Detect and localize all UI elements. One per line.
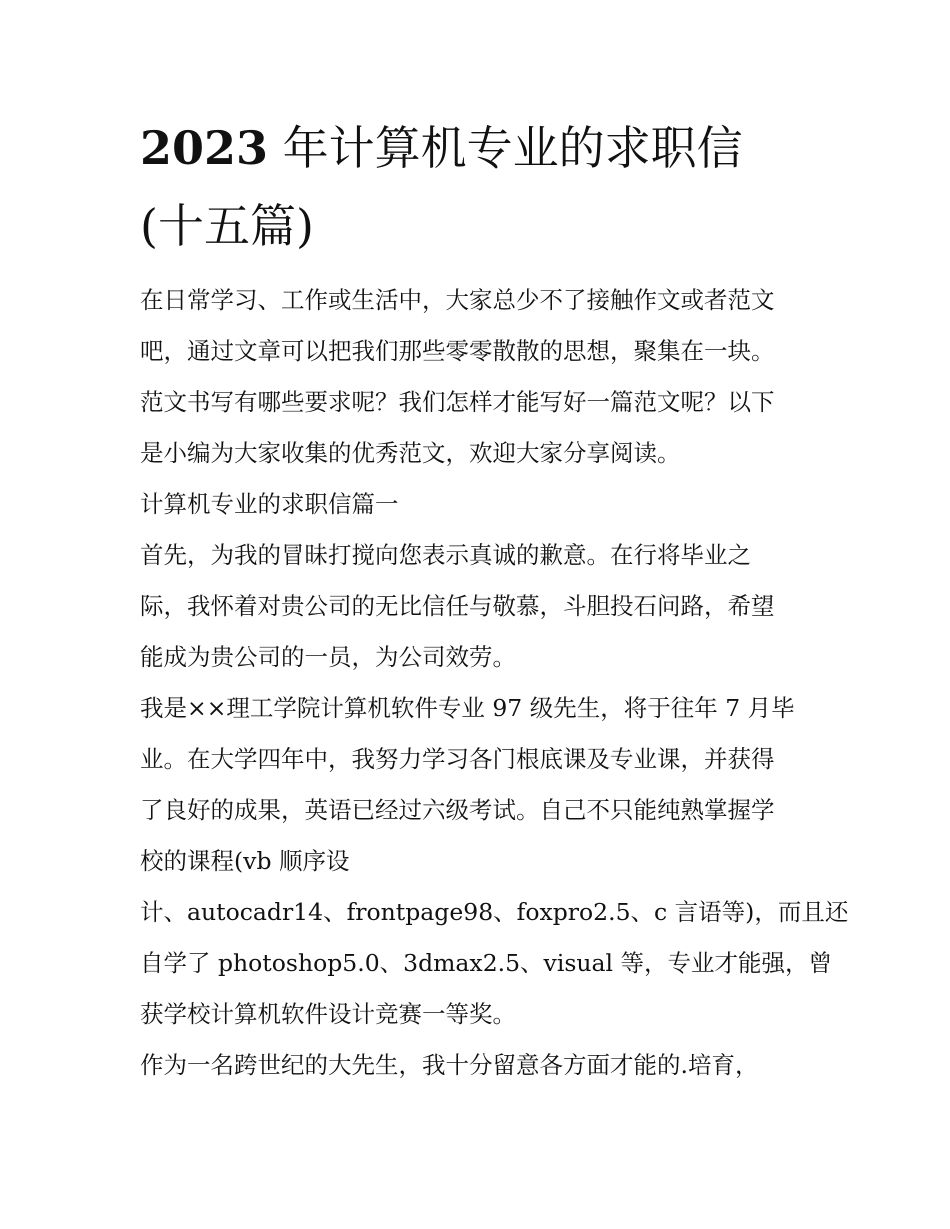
document-title-line-1 [140,122,820,174]
paragraph-line: 际，我怀着对贵公司的无比信任与敬慕，斗胆投石问路，希望 [140,592,775,620]
paragraph-line: 吧，通过文章可以把我们那些零零散散的思想，聚集在一块。 [140,337,775,365]
paragraph-line: 作为一名跨世纪的大先生，我十分留意各方面才能的.培育， [140,1051,759,1079]
title-year: 2023 [140,121,269,175]
paragraph-line: 首先，为我的冒昧打搅向您表示真诚的歉意。在行将毕业之 [140,541,751,569]
paragraph-line: 计、autocadr14、frontpage98、foxpro2.5、c 言语等)，而且还 [140,898,849,926]
paragraph-line: 获学校计算机软件设计竞赛一等奖。 [140,1000,516,1028]
paragraph-line: 业。在大学四年中，我努力学习各门根底课及专业课，并获得 [140,745,775,773]
paragraph-line: 了良好的成果，英语已经过六级考试。自己不只能纯熟掌握学 [140,796,775,824]
paragraph-line: 在日常学习、工作或生活中，大家总少不了接触作文或者范文 [140,286,775,314]
title-text: 年计算机专业的求职信 [268,121,743,175]
paragraph-line: 自学了 photoshop5.0、3dmax2.5、visual 等，专业才能强，曾 [140,949,833,977]
paragraph-line: 是小编为大家收集的优秀范文，欢迎大家分享阅读。 [140,439,681,467]
document-title-line-2: (十五篇) [140,199,314,253]
paragraph-line: 能成为贵公司的一员，为公司效劳。 [140,643,516,671]
paragraph-line: 校的课程(vb 顺序设 [140,847,350,875]
section-heading: 计算机专业的求职信篇一 [140,490,399,518]
paragraph-line: 我是××理工学院计算机软件专业 97 级先生，将于往年 7 月毕 [140,694,795,722]
paragraph-line: 范文书写有哪些要求呢？我们怎样才能写好一篇范文呢？以下 [140,388,775,416]
